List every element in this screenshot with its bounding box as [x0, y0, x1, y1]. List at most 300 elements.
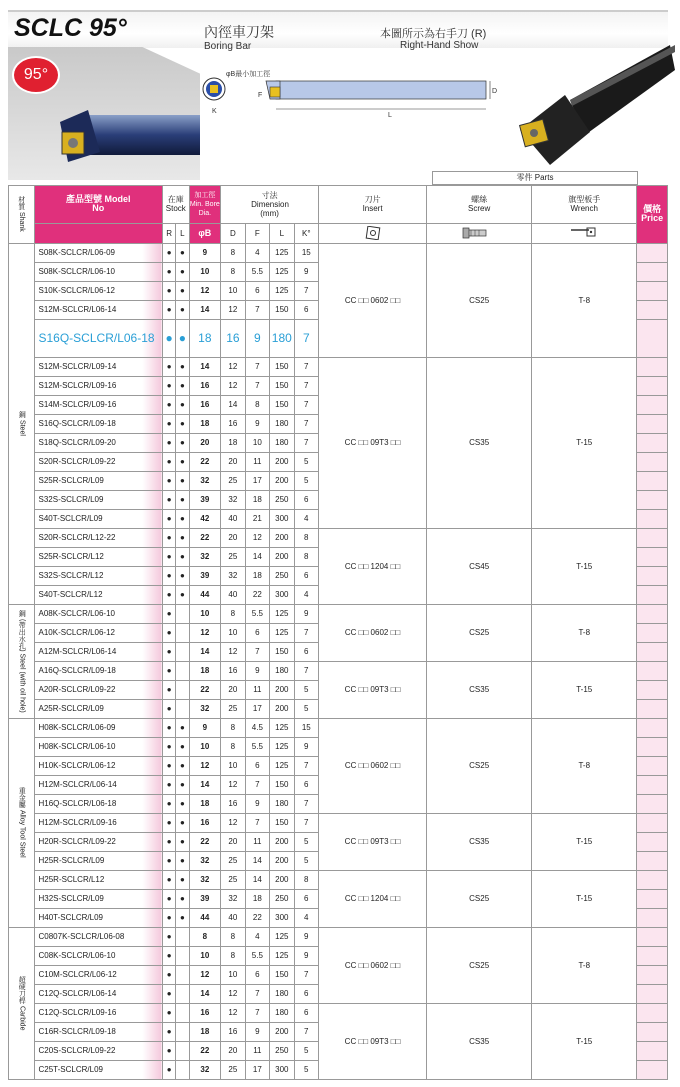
- header-spacer: [637, 170, 668, 185]
- col-min-bore: [189, 185, 221, 223]
- part-insert: CC □□ 0602 □□: [319, 604, 427, 661]
- model-number: H12M-SCLCR/L06-14: [34, 775, 163, 794]
- cell-len: 125: [270, 756, 294, 775]
- cell-f: 5.5: [245, 737, 269, 756]
- part-screw: CS25: [427, 718, 532, 813]
- cell-b: 16: [189, 395, 221, 414]
- model-number: A10K-SCLCR/L06-12: [34, 623, 163, 642]
- price-cell: [637, 737, 668, 756]
- cell-d: 8: [221, 243, 245, 262]
- price-cell: [637, 870, 668, 889]
- cell-f: 4: [245, 927, 269, 946]
- cell-l: ●: [176, 281, 189, 300]
- min-bore-note: φB最小加工徑: [226, 71, 271, 78]
- cell-l: ●: [176, 243, 189, 262]
- cell-r: ●: [163, 585, 176, 604]
- cell-k: 7: [294, 661, 318, 680]
- cell-r: ●: [163, 452, 176, 471]
- cell-len: 200: [270, 870, 294, 889]
- price-cell: [637, 756, 668, 775]
- cell-d: 8: [221, 946, 245, 965]
- part-insert: CC □□ 09T3 □□: [319, 661, 427, 718]
- cell-l: ●: [176, 490, 189, 509]
- cell-l: ●: [176, 813, 189, 832]
- cell-f: 9: [245, 661, 269, 680]
- cell-len: 200: [270, 452, 294, 471]
- cell-k: 7: [294, 965, 318, 984]
- part-wrench: T-8: [532, 927, 637, 1003]
- part-insert: CC □□ 09T3 □□: [319, 357, 427, 528]
- cell-k: 8: [294, 528, 318, 547]
- col-d: D: [221, 223, 245, 243]
- cell-len: 300: [270, 585, 294, 604]
- cell-d: 18: [221, 433, 245, 452]
- cell-d: 8: [221, 604, 245, 623]
- cell-b: 18: [189, 319, 221, 357]
- shank-group-label: 重金屬 Alloy Tool Steel: [9, 718, 35, 927]
- cell-b: 44: [189, 585, 221, 604]
- cell-f: 14: [245, 870, 269, 889]
- cell-k: 7: [294, 376, 318, 395]
- boring-bar-photo-left: [40, 100, 200, 170]
- col-model-sub: [34, 223, 163, 243]
- cell-d: 12: [221, 813, 245, 832]
- cell-b: 39: [189, 889, 221, 908]
- cell-k: 7: [294, 395, 318, 414]
- cell-r: ●: [163, 490, 176, 509]
- price-cell: [637, 452, 668, 471]
- cell-r: ●: [163, 1060, 176, 1079]
- cell-len: 250: [270, 889, 294, 908]
- cell-len: 250: [270, 1041, 294, 1060]
- cell-l: [176, 699, 189, 718]
- model-number: C16R-SCLCR/L09-18: [34, 1022, 163, 1041]
- cell-k: 8: [294, 870, 318, 889]
- cell-len: 125: [270, 623, 294, 642]
- model-number: S20R-SCLCR/L12-22: [34, 528, 163, 547]
- cell-d: 40: [221, 509, 245, 528]
- cell-l: [176, 1003, 189, 1022]
- price-cell: [637, 604, 668, 623]
- cell-d: 8: [221, 737, 245, 756]
- cell-k: 9: [294, 262, 318, 281]
- model-number: S25R-SCLCR/L09: [34, 471, 163, 490]
- spec-table-body: [9, 243, 668, 1079]
- cell-f: 7: [245, 1003, 269, 1022]
- cell-r: ●: [163, 775, 176, 794]
- cell-b: 12: [189, 756, 221, 775]
- price-cell: [637, 699, 668, 718]
- cell-d: 8: [221, 262, 245, 281]
- price-cell: [637, 946, 668, 965]
- cell-len: 200: [270, 699, 294, 718]
- cell-k: 7: [294, 1022, 318, 1041]
- part-wrench: T-15: [532, 813, 637, 870]
- dim-label-d: D: [492, 88, 498, 95]
- cell-f: 10: [245, 433, 269, 452]
- cell-l: [176, 946, 189, 965]
- cell-r: ●: [163, 262, 176, 281]
- cell-r: ●: [163, 376, 176, 395]
- cell-r: ●: [163, 623, 176, 642]
- cell-r: ●: [163, 1041, 176, 1060]
- cell-l: ●: [176, 433, 189, 452]
- boring-bar-photo-right: [510, 40, 675, 170]
- table-row: [9, 813, 668, 832]
- model-number: H25R-SCLCR/L09: [34, 851, 163, 870]
- cell-f: 7: [245, 300, 269, 319]
- model-number: S08K-SCLCR/L06-10: [34, 262, 163, 281]
- cell-l: [176, 680, 189, 699]
- table-row: [9, 357, 668, 376]
- price-cell: [637, 395, 668, 414]
- cell-d: 20: [221, 528, 245, 547]
- model-number: S12M-SCLCR/L09-14: [34, 357, 163, 376]
- table-row: [9, 243, 668, 262]
- cell-l: ●: [176, 756, 189, 775]
- cell-r: ●: [163, 946, 176, 965]
- model-number: H40T-SCLCR/L09: [34, 908, 163, 927]
- cell-k: 6: [294, 490, 318, 509]
- cell-l: ●: [176, 870, 189, 889]
- cell-k: 7: [294, 414, 318, 433]
- header-spacer-row: [9, 170, 668, 185]
- cell-len: 150: [270, 965, 294, 984]
- cell-b: 42: [189, 509, 221, 528]
- model-number: S25R-SCLCR/L12: [34, 547, 163, 566]
- cell-l: ●: [176, 471, 189, 490]
- cell-k: 5: [294, 851, 318, 870]
- cell-l: [176, 1060, 189, 1079]
- model-number: A25R-SCLCR/L09: [34, 699, 163, 718]
- model-number: S40T-SCLCR/L09: [34, 509, 163, 528]
- model-number: C12Q-SCLCR/L06-14: [34, 984, 163, 1003]
- cell-f: 7: [245, 376, 269, 395]
- cell-k: 5: [294, 1041, 318, 1060]
- cell-r: ●: [163, 680, 176, 699]
- right-hand-note-cn: 本圖所示為右手刀 (R): [380, 28, 487, 40]
- cell-k: 5: [294, 452, 318, 471]
- cell-l: ●: [176, 851, 189, 870]
- cell-f: 22: [245, 585, 269, 604]
- price-cell: [637, 1003, 668, 1022]
- part-insert: CC □□ 0602 □□: [319, 927, 427, 1003]
- cell-len: 125: [270, 262, 294, 281]
- model-number: S10K-SCLCR/L06-12: [34, 281, 163, 300]
- cell-r: ●: [163, 984, 176, 1003]
- cell-r: ●: [163, 718, 176, 737]
- cell-b: 8: [189, 927, 221, 946]
- table-row: [9, 927, 668, 946]
- cell-b: 32: [189, 547, 221, 566]
- model-number: H08K-SCLCR/L06-09: [34, 718, 163, 737]
- part-screw: CS45: [427, 528, 532, 604]
- cell-len: 180: [270, 1003, 294, 1022]
- model-number: C12Q-SCLCR/L09-16: [34, 1003, 163, 1022]
- cell-k: 7: [294, 281, 318, 300]
- cell-len: 125: [270, 604, 294, 623]
- cell-k: 9: [294, 737, 318, 756]
- cell-len: 125: [270, 243, 294, 262]
- cell-k: 5: [294, 699, 318, 718]
- cell-f: 7: [245, 357, 269, 376]
- col-min-bore-label: 加工徑 Min. Bore Dia.: [189, 191, 220, 217]
- cell-d: 12: [221, 300, 245, 319]
- model-number: H12M-SCLCR/L09-16: [34, 813, 163, 832]
- cell-l: [176, 965, 189, 984]
- cell-f: 7: [245, 775, 269, 794]
- cell-f: 6: [245, 623, 269, 642]
- cell-b: 12: [189, 281, 221, 300]
- model-number: S32S-SCLCR/L12: [34, 566, 163, 585]
- cell-r: ●: [163, 509, 176, 528]
- cell-f: 14: [245, 851, 269, 870]
- cell-d: 32: [221, 566, 245, 585]
- cell-k: 6: [294, 775, 318, 794]
- cell-b: 14: [189, 300, 221, 319]
- cell-r: ●: [163, 604, 176, 623]
- model-number: C10M-SCLCR/L06-12: [34, 965, 163, 984]
- cell-d: 40: [221, 908, 245, 927]
- header-row-2: [9, 223, 668, 243]
- price-cell: [637, 357, 668, 376]
- price-cell: [637, 585, 668, 604]
- cell-d: 12: [221, 984, 245, 1003]
- price-cell: [637, 528, 668, 547]
- cell-f: 11: [245, 832, 269, 851]
- cell-k: 7: [294, 794, 318, 813]
- cell-d: 12: [221, 357, 245, 376]
- cell-r: ●: [163, 319, 176, 357]
- cell-k: 4: [294, 585, 318, 604]
- dim-label-l: L: [388, 112, 392, 119]
- cell-k: 9: [294, 604, 318, 623]
- cell-len: 150: [270, 395, 294, 414]
- cell-l: [176, 623, 189, 642]
- cell-f: 18: [245, 566, 269, 585]
- part-screw: CS35: [427, 813, 532, 870]
- part-wrench: T-8: [532, 718, 637, 813]
- cell-l: [176, 642, 189, 661]
- cell-f: 6: [245, 965, 269, 984]
- cell-d: 12: [221, 1003, 245, 1022]
- model-number: C25T-SCLCR/L09: [34, 1060, 163, 1079]
- part-wrench: T-8: [532, 604, 637, 661]
- cell-f: 18: [245, 490, 269, 509]
- cell-k: 9: [294, 946, 318, 965]
- insert-icon: [319, 223, 427, 243]
- angle-badge: 95°: [12, 56, 60, 94]
- cell-r: ●: [163, 471, 176, 490]
- cell-k: 6: [294, 1003, 318, 1022]
- cell-r: ●: [163, 965, 176, 984]
- cell-len: 180: [270, 794, 294, 813]
- cell-f: 5.5: [245, 262, 269, 281]
- cell-b: 39: [189, 490, 221, 509]
- model-number: S18Q-SCLCR/L09-20: [34, 433, 163, 452]
- model-number: C0807K-SCLCR/L06-08: [34, 927, 163, 946]
- cell-b: 9: [189, 718, 221, 737]
- price-cell: [637, 889, 668, 908]
- cell-r: ●: [163, 851, 176, 870]
- cell-f: 4: [245, 243, 269, 262]
- part-wrench: T-15: [532, 870, 637, 927]
- model-number: S16Q-SCLCR/L06-18: [34, 319, 163, 357]
- header-spacer: [427, 170, 637, 185]
- cell-b: 32: [189, 870, 221, 889]
- col-wrench-label: 旗型板手 Wrench: [568, 195, 601, 213]
- parts-label: 零件 Parts: [432, 171, 638, 185]
- price-cell: [637, 813, 668, 832]
- col-wrench: [532, 185, 637, 223]
- col-r: R: [163, 223, 176, 243]
- model-number: H10K-SCLCR/L06-12: [34, 756, 163, 775]
- cell-len: 180: [270, 661, 294, 680]
- cell-b: 22: [189, 832, 221, 851]
- cell-l: ●: [176, 775, 189, 794]
- price-cell: [637, 965, 668, 984]
- cell-k: 5: [294, 1060, 318, 1079]
- shank-group-label: 鋼 (帶出水孔) Steel (with oil hole): [9, 604, 35, 718]
- cell-k: 15: [294, 243, 318, 262]
- cell-b: 18: [189, 1022, 221, 1041]
- cell-b: 39: [189, 566, 221, 585]
- price-cell: [637, 1022, 668, 1041]
- cell-b: 32: [189, 851, 221, 870]
- cell-b: 22: [189, 1041, 221, 1060]
- cell-b: 16: [189, 813, 221, 832]
- part-insert: CC □□ 1204 □□: [319, 528, 427, 604]
- cell-b: 18: [189, 414, 221, 433]
- price-cell: [637, 680, 668, 699]
- cell-r: ●: [163, 547, 176, 566]
- model-number: H08K-SCLCR/L06-10: [34, 737, 163, 756]
- cell-l: [176, 927, 189, 946]
- cell-b: 14: [189, 984, 221, 1003]
- cell-d: 25: [221, 547, 245, 566]
- cell-l: ●: [176, 547, 189, 566]
- cell-k: 6: [294, 642, 318, 661]
- model-number: A08K-SCLCR/L06-10: [34, 604, 163, 623]
- cell-b: 10: [189, 737, 221, 756]
- cell-l: ●: [176, 319, 189, 357]
- cell-k: 5: [294, 832, 318, 851]
- col-stock-label: 在庫 Stock: [165, 195, 186, 213]
- cell-d: 8: [221, 927, 245, 946]
- cell-k: 6: [294, 984, 318, 1003]
- cell-k: 7: [294, 357, 318, 376]
- dim-label-k: K: [212, 108, 217, 115]
- page-header: [0, 0, 680, 185]
- header-spacer: [9, 170, 319, 185]
- cell-f: 12: [245, 528, 269, 547]
- cell-l: ●: [176, 509, 189, 528]
- cell-d: 16: [221, 794, 245, 813]
- model-number: S12M-SCLCR/L06-14: [34, 300, 163, 319]
- part-insert: CC □□ 1204 □□: [319, 870, 427, 927]
- cell-f: 17: [245, 471, 269, 490]
- table-row: [9, 1003, 668, 1022]
- cell-f: 9: [245, 319, 269, 357]
- model-number: C08K-SCLCR/L06-10: [34, 946, 163, 965]
- cell-k: 7: [294, 319, 318, 357]
- cell-f: 14: [245, 547, 269, 566]
- cell-b: 12: [189, 623, 221, 642]
- cell-len: 180: [270, 984, 294, 1003]
- cell-d: 12: [221, 376, 245, 395]
- cell-l: [176, 1022, 189, 1041]
- cell-l: ●: [176, 718, 189, 737]
- price-cell: [637, 851, 668, 870]
- cell-len: 250: [270, 490, 294, 509]
- cell-l: ●: [176, 737, 189, 756]
- screw-icon: [427, 223, 532, 243]
- cell-f: 17: [245, 699, 269, 718]
- cell-f: 7: [245, 642, 269, 661]
- cell-d: 25: [221, 471, 245, 490]
- cell-len: 200: [270, 680, 294, 699]
- part-screw: CS25: [427, 870, 532, 927]
- cell-d: 20: [221, 680, 245, 699]
- model-number: S14M-SCLCR/L09-16: [34, 395, 163, 414]
- cell-b: 18: [189, 661, 221, 680]
- cell-b: 44: [189, 908, 221, 927]
- cell-b: 12: [189, 965, 221, 984]
- cell-l: ●: [176, 889, 189, 908]
- header-row-1: [9, 185, 668, 223]
- price-cell: [637, 243, 668, 262]
- cell-k: 15: [294, 718, 318, 737]
- cell-f: 6: [245, 756, 269, 775]
- cell-l: [176, 1041, 189, 1060]
- price-cell: [637, 794, 668, 813]
- cell-k: 5: [294, 471, 318, 490]
- cell-b: 10: [189, 604, 221, 623]
- model-number: H32S-SCLCR/L09: [34, 889, 163, 908]
- cell-len: 125: [270, 281, 294, 300]
- col-dimension: [221, 185, 319, 223]
- cell-k: 7: [294, 813, 318, 832]
- subtitle-en: Boring Bar: [204, 41, 252, 52]
- cell-b: 10: [189, 946, 221, 965]
- cell-r: ●: [163, 528, 176, 547]
- cell-r: ●: [163, 927, 176, 946]
- cell-b: 14: [189, 357, 221, 376]
- cell-b: 32: [189, 1060, 221, 1079]
- col-shank: [9, 185, 35, 243]
- price-cell: [637, 832, 668, 851]
- subtitle-cn: 內徑車刀架: [204, 24, 274, 40]
- cell-d: 8: [221, 718, 245, 737]
- cell-d: 14: [221, 395, 245, 414]
- price-cell: [637, 414, 668, 433]
- cell-k: 7: [294, 756, 318, 775]
- page-title: SCLC 95°: [14, 14, 127, 42]
- price-cell: [637, 623, 668, 642]
- cell-k: 9: [294, 927, 318, 946]
- cell-r: ●: [163, 281, 176, 300]
- col-dimension-label: 寸法 Dimension (mm): [251, 190, 289, 218]
- model-number: S16Q-SCLCR/L09-18: [34, 414, 163, 433]
- price-cell: [637, 661, 668, 680]
- cell-d: 32: [221, 490, 245, 509]
- cell-r: ●: [163, 395, 176, 414]
- cell-f: 11: [245, 452, 269, 471]
- cell-r: ●: [163, 300, 176, 319]
- cell-len: 150: [270, 300, 294, 319]
- cell-f: 5.5: [245, 604, 269, 623]
- price-cell: [637, 547, 668, 566]
